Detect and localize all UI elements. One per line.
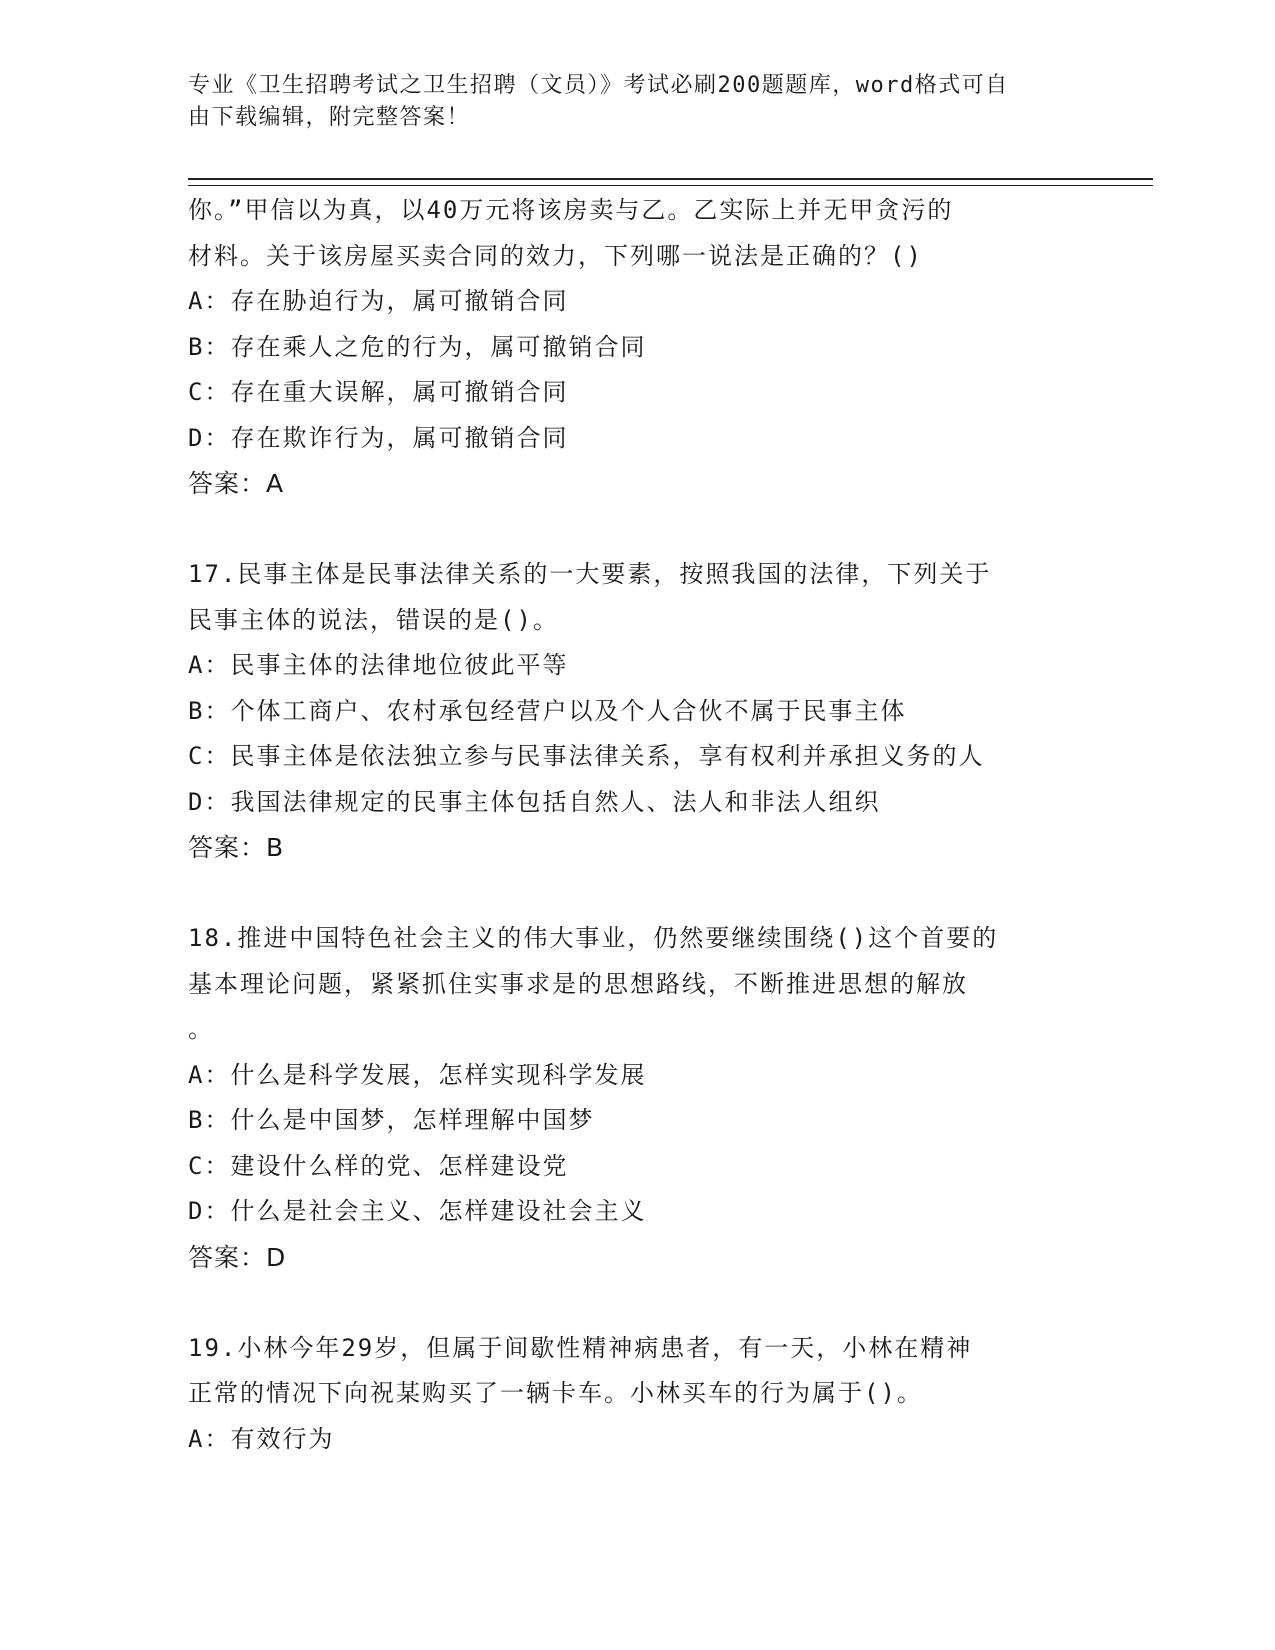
option-d: D：什么是社会主义、怎样建设社会主义 [188,1197,647,1225]
header-title-line-1: 专业《卫生招聘考试之卫生招聘（文员）》考试必刷200题题库，word格式可自 [188,73,1009,98]
question-17 [188,552,1088,871]
header-title-line-2: 由下载编辑，附完整答案！ [188,105,471,130]
question-16 [188,188,1088,507]
question-stem: 你。”甲信以为真，以40万元将该房卖与乙。乙实际上并无甲贪污的 [188,196,954,224]
option-b: B：存在乘人之危的行为，属可撤销合同 [188,332,647,361]
question-stem: 19.小林今年29岁，但属于间歇性精神病患者，有一天，小林在精神 [188,1333,973,1362]
option-a: A：存在胁迫行为，属可撤销合同 [188,287,569,315]
question-stem: 民事主体的说法，错误的是()。 [188,605,559,634]
option-a: A：有效行为 [188,1424,335,1453]
question-stem: 正常的情况下向祝某购买了一辆卡车。小林买车的行为属于()。 [188,1379,923,1407]
question-stem: 材料。关于该房屋买卖合同的效力，下列哪一说法是正确的？() [188,241,923,270]
option-a: A：什么是科学发展，怎样实现科学发展 [188,1060,647,1089]
answer-label: 答案：D [188,1242,287,1272]
answer-label: 答案：A [188,469,285,498]
question-spacer [188,871,1088,917]
option-d: D：存在欺诈行为，属可撤销合同 [188,423,569,452]
option-d: D：我国法律规定的民事主体包括自然人、法人和非法人组织 [188,787,881,816]
option-c: C：存在重大误解，属可撤销合同 [188,378,569,406]
option-c: C：民事主体是依法独立参与民事法律关系，享有权利并承担义务的人 [188,742,985,770]
option-c: C：建设什么样的党、怎样建设党 [188,1151,569,1180]
question-stem: 。 [188,1015,214,1043]
header-divider [188,178,1153,186]
question-content [188,188,1088,1462]
question-stem: 基本理论问题，紧紧抓住实事求是的思想路线，不断推进思想的解放 [188,969,968,998]
question-spacer [188,1280,1088,1326]
option-b: B：个体工商户、农村承包经营户以及个人合伙不属于民事主体 [188,696,907,725]
option-a: A：民事主体的法律地位彼此平等 [188,651,569,679]
question-stem: 18.推进中国特色社会主义的伟大事业，仍然要继续围绕()这个首要的 [188,924,999,952]
question-19 [188,1326,1088,1463]
question-spacer [188,507,1088,553]
question-18 [188,916,1088,1280]
page-header [188,70,1068,134]
option-b: B：什么是中国梦，怎样理解中国梦 [188,1106,595,1134]
answer-label: 答案：B [188,833,285,862]
question-stem: 17.民事主体是民事法律关系的一大要素，按照我国的法律，下列关于 [188,560,992,588]
